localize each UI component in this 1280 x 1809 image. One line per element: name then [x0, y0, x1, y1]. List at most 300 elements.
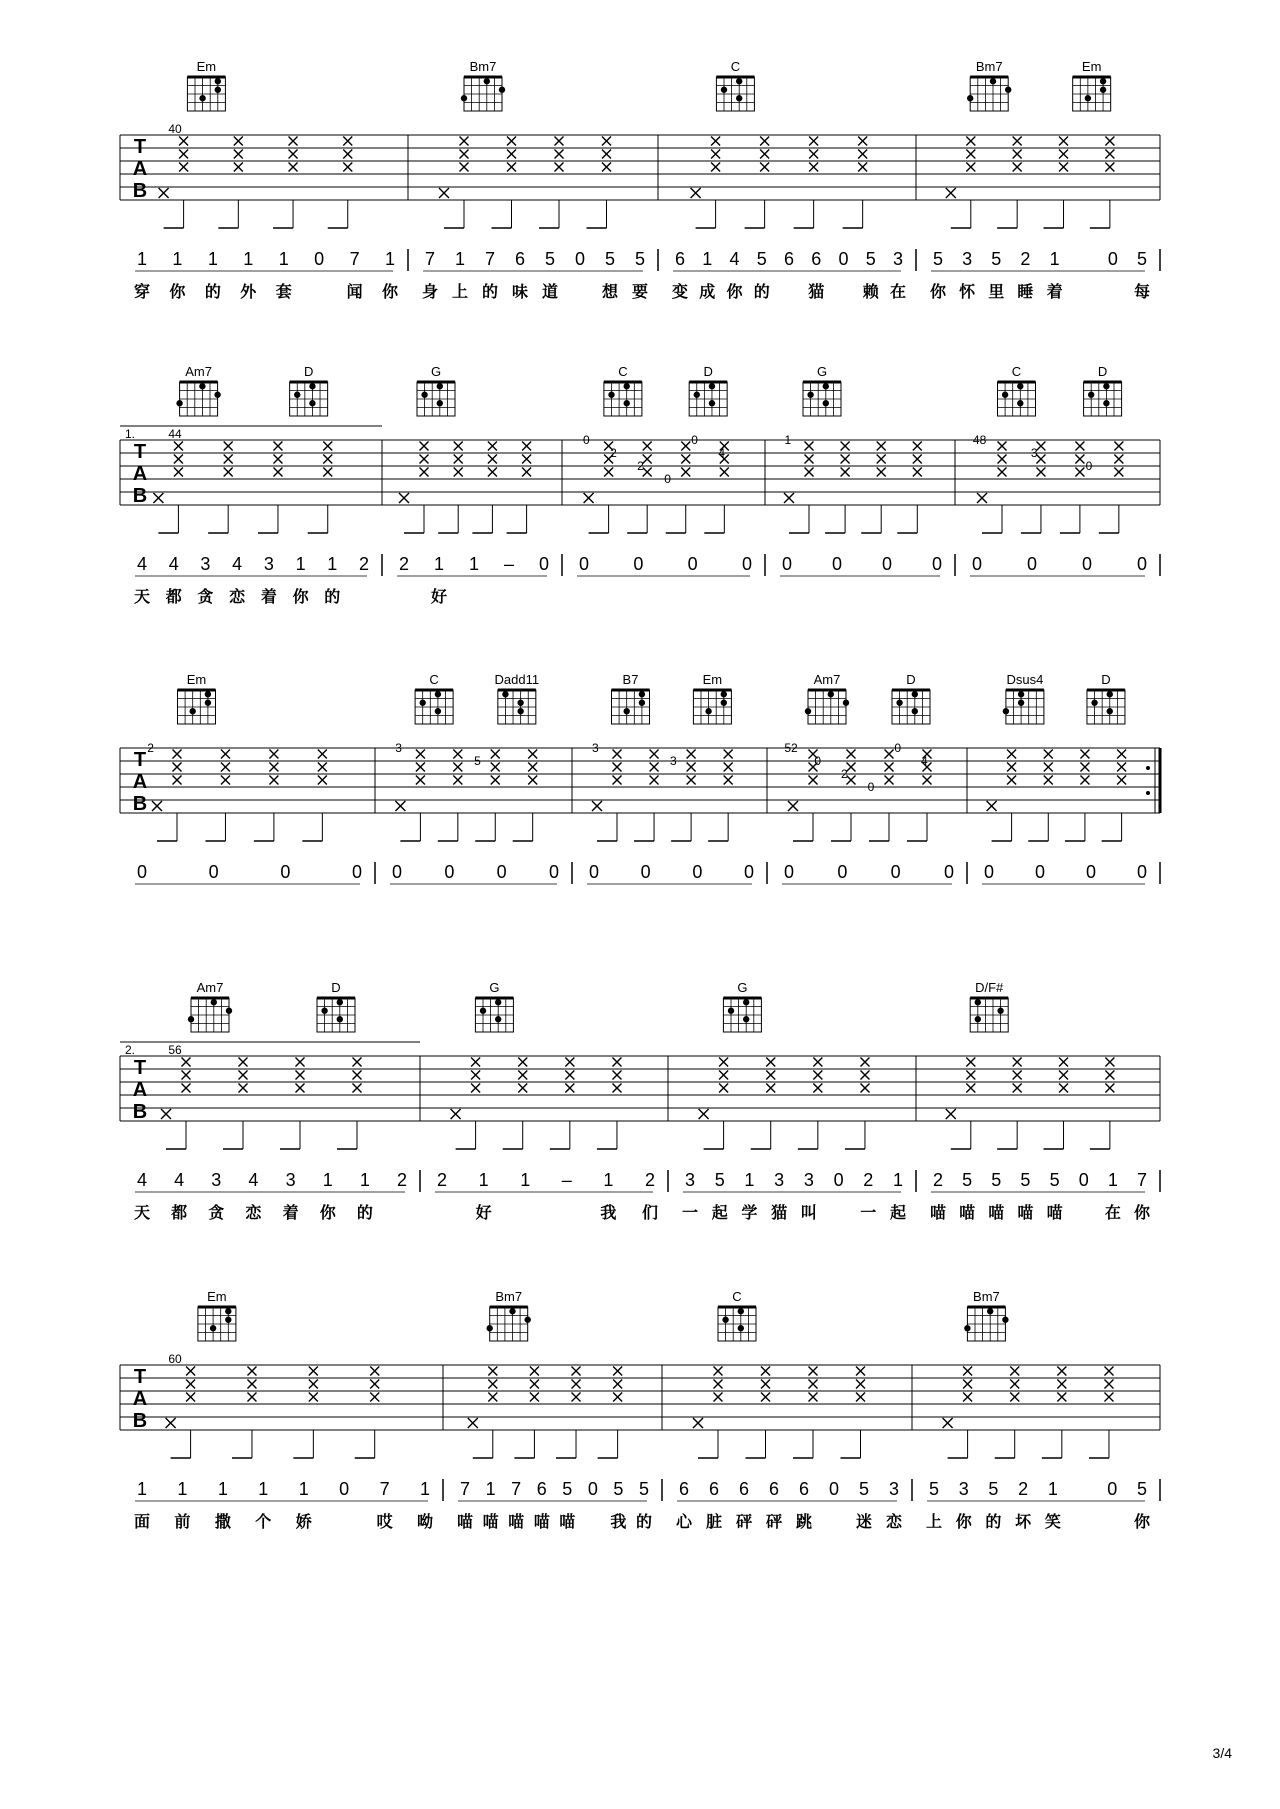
lyric-char: 们: [641, 1205, 659, 1222]
lyric-char: 穿: [133, 284, 151, 301]
tab-x-mark: [518, 1058, 527, 1067]
tab-fret-number: 3: [395, 741, 402, 755]
tab-x-mark: [1007, 763, 1016, 772]
tab-x-mark: [453, 750, 462, 759]
lyric-char: 着: [1046, 284, 1063, 301]
tab-x-mark: [613, 776, 622, 785]
notation-digit: 1: [217, 1479, 228, 1499]
notation-digit: 1: [327, 554, 338, 574]
tab-x-mark: [760, 150, 769, 159]
chord-diagram: [964, 1289, 1008, 1341]
tab-x-mark: [309, 1380, 318, 1389]
notation-digit: 4: [248, 1170, 259, 1190]
finger-dot: [1091, 700, 1097, 706]
tab-x-mark: [998, 468, 1007, 477]
chord-diagram: [689, 364, 727, 416]
tab-x-mark: [439, 188, 449, 198]
lyric-char: 撒: [214, 1514, 231, 1531]
tab-x-mark: [847, 776, 856, 785]
notation-digit: 4: [232, 554, 243, 574]
tab-clef-letter: T: [133, 749, 147, 771]
tab-x-mark: [885, 763, 894, 772]
chord-name: Bm7: [973, 1289, 1000, 1304]
notation-digit: 6: [738, 1479, 750, 1499]
chord-diagram: [604, 364, 642, 416]
finger-dot: [309, 383, 315, 389]
tab-x-mark: [323, 468, 332, 477]
lyric-char: 你: [929, 284, 947, 301]
notation-digit: 1: [603, 1170, 614, 1190]
tab-x-mark: [784, 493, 794, 503]
lyric-char: 跳: [795, 1514, 813, 1531]
tab-x-mark: [353, 1058, 362, 1067]
tab-x-mark: [724, 750, 733, 759]
chord-name: C: [730, 59, 741, 74]
tab-x-mark: [1036, 455, 1045, 464]
finger-dot: [321, 1008, 327, 1014]
tab-x-mark: [1105, 1071, 1114, 1080]
notation-digit: 7: [1136, 1170, 1148, 1190]
tab-x-mark: [522, 468, 531, 477]
lyric-char: 的: [204, 284, 221, 301]
volta-label: 2.: [124, 1043, 136, 1057]
chord-diagram: [1073, 59, 1111, 111]
tab-x-mark: [719, 1084, 728, 1093]
tab-system: [120, 364, 1160, 606]
tab-system: [120, 672, 1160, 884]
measure: [132, 672, 375, 884]
finger-dot: [1107, 708, 1113, 714]
lyric-char: 猫: [808, 284, 825, 301]
tab-x-mark: [309, 1367, 318, 1376]
lyric-char: 套: [275, 284, 292, 301]
tab-x-mark: [186, 1393, 195, 1402]
lyric-char: 睡: [1017, 284, 1034, 301]
notation-digit: 0: [890, 862, 901, 882]
tab-fret-number: 2: [637, 459, 644, 473]
tab-x-mark: [681, 468, 690, 477]
tab-x-mark: [182, 1084, 191, 1093]
notation-digit: 2: [644, 1170, 656, 1190]
tab-x-mark: [522, 455, 531, 464]
tab-x-mark: [273, 442, 282, 451]
tab-x-mark: [681, 455, 690, 464]
tab-fret-number: 2: [147, 741, 154, 755]
notation-digit: 5: [714, 1170, 725, 1190]
finger-dot: [1018, 691, 1024, 697]
chord-name: D: [1097, 364, 1108, 379]
notation-digit: 6: [708, 1479, 720, 1499]
tab-x-mark: [923, 776, 932, 785]
chord-name: D: [906, 672, 916, 687]
tab-x-mark: [565, 1084, 574, 1093]
lyric-char: 要: [631, 284, 649, 301]
tab-x-mark: [946, 1109, 956, 1119]
notation-digit: 0: [496, 862, 507, 882]
tab-x-mark: [998, 455, 1007, 464]
notation-digit: 0: [588, 862, 600, 882]
notation-digit: 6: [678, 1479, 690, 1499]
notation-digit: 5: [988, 1479, 999, 1499]
finger-dot: [736, 95, 742, 101]
measure: [926, 1289, 1160, 1531]
tab-x-mark: [987, 801, 997, 811]
finger-dot: [176, 400, 182, 406]
tab-x-mark: [234, 163, 243, 172]
tab-x-mark: [318, 776, 327, 785]
tab-x-mark: [966, 1071, 975, 1080]
tab-x-mark: [522, 442, 531, 451]
chord-diagram: [718, 1289, 756, 1341]
lyric-char: 的: [635, 1514, 653, 1531]
lyric-char: 着: [260, 589, 277, 606]
tab-x-mark: [179, 163, 188, 172]
lyric-char: 个: [255, 1514, 272, 1531]
notation-digit: 0: [280, 862, 291, 882]
tab-x-mark: [239, 1071, 248, 1080]
notation-digit: 5: [638, 1479, 650, 1499]
tab-x-mark: [612, 1071, 621, 1080]
measure: [930, 980, 1160, 1222]
notation-digit: 6: [783, 249, 795, 269]
finger-dot: [694, 392, 700, 398]
tab-x-mark: [650, 750, 659, 759]
tab-clef-letter: B: [132, 180, 148, 202]
chord-name: Em: [1081, 59, 1102, 74]
chord-diagram: [967, 59, 1011, 111]
tab-x-mark: [239, 1058, 248, 1067]
notation-digit: 0: [578, 554, 590, 574]
finger-dot: [487, 1325, 493, 1331]
chord-name: Bm7: [469, 59, 497, 74]
tab-x-mark: [460, 150, 469, 159]
chord-name: D: [331, 980, 341, 995]
tab-x-mark: [761, 1380, 770, 1389]
tab-x-mark: [602, 150, 611, 159]
tab-x-mark: [650, 763, 659, 772]
tab-x-mark: [856, 1393, 865, 1402]
tab-x-mark: [805, 455, 814, 464]
lyric-char: 喵: [1017, 1205, 1034, 1222]
chord-name: Bm7: [495, 1289, 523, 1304]
tab-x-mark: [179, 150, 188, 159]
lyric-char: 的: [753, 284, 770, 301]
tab-x-mark: [885, 776, 894, 785]
tab-x-mark: [719, 1071, 728, 1080]
tab-x-mark: [613, 1367, 622, 1376]
tab-x-mark: [507, 163, 516, 172]
tab-x-mark: [841, 455, 850, 464]
tab-x-mark: [420, 468, 429, 477]
tab-x-mark: [395, 801, 405, 811]
tab-x-mark: [247, 1367, 256, 1376]
notation-digit: 1: [243, 249, 254, 269]
lyric-char: 在: [1104, 1205, 1121, 1222]
finger-dot: [896, 700, 902, 706]
notation-digit: 0: [828, 1479, 840, 1499]
notation-digit: 1: [454, 249, 466, 269]
notation-digit: 1: [278, 249, 289, 269]
notation-digit: 0: [136, 862, 148, 882]
tab-staff: [120, 1365, 1160, 1430]
notation-digit: 1: [1107, 1170, 1118, 1190]
tab-x-mark: [1059, 137, 1068, 146]
tab-x-mark: [1105, 137, 1114, 146]
chord-name: Dsus4: [1006, 672, 1044, 687]
lyric-char: 你: [169, 284, 186, 301]
tab-x-mark: [370, 1367, 379, 1376]
tab-x-mark: [711, 163, 720, 172]
finger-dot: [738, 1308, 744, 1314]
tab-x-mark: [602, 137, 611, 146]
lyric-char: 你: [1133, 1514, 1151, 1531]
finger-dot: [495, 1016, 501, 1022]
finger-dot: [205, 691, 211, 697]
tab-x-mark: [719, 1058, 728, 1067]
finger-dot: [435, 691, 441, 697]
tab-x-mark: [711, 150, 720, 159]
finger-dot: [736, 78, 742, 84]
chord-name: G: [489, 980, 500, 995]
notation-digit: 4: [136, 554, 148, 574]
tab-x-mark: [809, 150, 818, 159]
lyric-char: 猫: [771, 1205, 788, 1222]
tab-x-mark: [182, 1058, 191, 1067]
tab-x-mark: [856, 1380, 865, 1389]
finger-dot: [624, 383, 630, 389]
finger-dot: [509, 1308, 515, 1314]
tab-x-mark: [766, 1058, 775, 1067]
finger-dot: [1002, 392, 1008, 398]
tab-x-mark: [518, 1071, 527, 1080]
notation-digit: 7: [349, 249, 360, 269]
lyric-char: 心: [675, 1514, 693, 1531]
tab-x-mark: [613, 750, 622, 759]
chord-name: C: [1011, 364, 1022, 379]
lyric-char: 好: [475, 1205, 492, 1222]
tab-x-mark: [604, 468, 613, 477]
tab-x-mark: [809, 163, 818, 172]
tab-x-mark: [966, 1084, 975, 1093]
lyric-char: 道: [541, 284, 559, 301]
tab-clef-letter: B: [132, 793, 148, 815]
lyric-char: 娇: [295, 1514, 312, 1531]
lyric-char: 喵: [929, 1205, 947, 1222]
notation-digit: 5: [928, 1479, 940, 1499]
tab-x-mark: [370, 1393, 379, 1402]
finger-dot: [1003, 708, 1009, 714]
notation-digit: 0: [351, 862, 363, 882]
lyric-char: 的: [985, 1514, 1002, 1531]
tab-x-mark: [471, 1084, 480, 1093]
lyric-char: 我: [600, 1205, 617, 1222]
tab-x-mark: [1105, 1084, 1114, 1093]
tab-x-mark: [247, 1393, 256, 1402]
tab-x-mark: [471, 1058, 480, 1067]
finger-dot: [823, 383, 829, 389]
tab-x-mark: [720, 468, 729, 477]
notation-digit: 5: [1136, 249, 1148, 269]
tab-x-mark: [186, 1380, 195, 1389]
finger-dot: [199, 95, 205, 101]
finger-dot: [421, 392, 427, 398]
notation-digit: 0: [1107, 1479, 1118, 1499]
tab-x-mark: [488, 455, 497, 464]
tab-x-mark: [809, 1367, 818, 1376]
notation-digit: 0: [781, 554, 793, 574]
finger-dot: [828, 691, 834, 697]
finger-dot: [964, 1325, 970, 1331]
bar-number: 60: [168, 1352, 182, 1366]
finger-dot: [967, 95, 973, 101]
finger-dot: [639, 691, 645, 697]
tab-x-mark: [1117, 776, 1126, 785]
finger-dot: [843, 700, 849, 706]
measure: [682, 980, 916, 1222]
notation-digit: 2: [863, 1170, 874, 1190]
tab-x-mark: [174, 468, 183, 477]
tab-x-mark: [643, 455, 652, 464]
tab-fret-number: 0: [1085, 459, 1093, 473]
lyric-char: 喵: [1046, 1205, 1063, 1222]
chord-name: C: [618, 364, 628, 379]
tab-x-mark: [173, 750, 182, 759]
tab-x-mark: [420, 442, 429, 451]
tab-x-mark: [296, 1058, 305, 1067]
finger-dot: [997, 1008, 1003, 1014]
tab-clef-letter: T: [133, 136, 147, 158]
tab-x-mark: [269, 776, 278, 785]
tab-x-mark: [761, 1367, 770, 1376]
lyric-char: 坏: [1015, 1514, 1032, 1531]
lyric-char: 笑: [1044, 1514, 1061, 1531]
tab-x-mark: [234, 137, 243, 146]
finger-dot: [215, 78, 221, 84]
measure: [422, 59, 658, 301]
chord-name: Em: [702, 672, 723, 687]
tab-fret-number: 0: [894, 741, 902, 755]
tab-x-mark: [1057, 1393, 1066, 1402]
tab-fret-number: 3: [592, 741, 599, 755]
lyric-char: 身: [421, 284, 439, 301]
tab-x-mark: [1059, 150, 1068, 159]
chord-diagram: [612, 672, 650, 724]
tab-x-mark: [416, 763, 425, 772]
notation-digit: 3: [200, 554, 211, 574]
chord-diagram: [716, 59, 754, 111]
tab-system: [120, 980, 1160, 1222]
tab-x-mark: [724, 776, 733, 785]
lyric-char: 脏: [705, 1514, 723, 1531]
tab-x-mark: [528, 776, 537, 785]
finger-dot: [709, 400, 715, 406]
bar-number: 40: [168, 122, 182, 136]
notation-digit: 3: [888, 1479, 900, 1499]
finger-dot: [721, 87, 727, 93]
tab-x-mark: [1104, 1380, 1113, 1389]
chord-name: D: [703, 364, 713, 379]
notation-digit: 2: [396, 1170, 408, 1190]
tab-x-mark: [602, 163, 611, 172]
chord-name: G: [430, 364, 442, 379]
tab-x-mark: [691, 188, 701, 198]
lyric-char: 面: [133, 1514, 151, 1531]
tab-x-mark: [613, 763, 622, 772]
notation-digit: 3: [211, 1170, 222, 1190]
finger-dot: [1005, 87, 1011, 93]
tab-x-mark: [152, 801, 162, 811]
tab-x-mark: [572, 1380, 581, 1389]
tab-x-mark: [1080, 750, 1089, 759]
lyric-char: 哎: [376, 1514, 393, 1531]
tab-x-mark: [454, 468, 463, 477]
tab-x-mark: [1036, 468, 1045, 477]
lyric-char: 你: [1133, 1205, 1151, 1222]
chord-name: Am7: [813, 672, 841, 687]
finger-dot: [495, 999, 501, 1005]
measure: [134, 1289, 443, 1531]
notation-digit: 0: [1136, 862, 1148, 882]
tab-x-mark: [1075, 442, 1084, 451]
tab-clef-letter: A: [132, 1079, 148, 1101]
chord-diagram: [176, 364, 220, 416]
tab-x-mark: [1075, 455, 1084, 464]
notation-digit: 5: [991, 249, 1002, 269]
lyric-char: 恋: [245, 1205, 262, 1222]
finger-dot: [624, 708, 630, 714]
tab-x-mark: [296, 1071, 305, 1080]
tab-x-mark: [977, 493, 987, 503]
tab-x-mark: [1057, 1380, 1066, 1389]
notation-digit: 1: [478, 1170, 489, 1190]
measure: [134, 59, 408, 301]
notation-digit: 0: [1034, 862, 1046, 882]
finger-dot: [912, 708, 918, 714]
tab-x-mark: [289, 137, 298, 146]
tab-x-mark: [555, 150, 564, 159]
tab-x-mark: [318, 750, 327, 759]
notation-digit: 1: [892, 1170, 904, 1190]
notation-digit: 5: [991, 1170, 1002, 1190]
finger-dot: [1002, 1317, 1008, 1323]
chord-diagram: [475, 980, 513, 1032]
tab-x-mark: [453, 776, 462, 785]
lyric-char: 怀: [959, 284, 976, 301]
finger-dot: [1018, 700, 1024, 706]
notation-digit: 0: [1107, 249, 1118, 269]
finger-dot: [484, 78, 490, 84]
tab-x-mark: [805, 442, 814, 451]
tab-x-mark: [681, 442, 690, 451]
tab-x-mark: [847, 763, 856, 772]
tab-x-mark: [813, 1058, 822, 1067]
notation-digit: 7: [379, 1479, 390, 1499]
chord-diagram: [998, 364, 1036, 416]
notation-digit: –: [561, 1170, 572, 1190]
lyric-char: 的: [356, 1205, 373, 1222]
notation-digit: 1: [520, 1170, 531, 1190]
chord-diagram: [178, 672, 216, 724]
notation-digit: 0: [314, 249, 325, 269]
chord-diagram: [892, 672, 930, 724]
lyric-char: 起: [889, 1205, 907, 1222]
chord-name: C: [429, 672, 439, 687]
tab-fret-number: 0: [691, 433, 698, 447]
notation-digit: 7: [511, 1479, 522, 1499]
tab-x-mark: [693, 1418, 703, 1428]
lyric-char: 砰: [765, 1514, 783, 1531]
notation-digit: 0: [881, 554, 893, 574]
